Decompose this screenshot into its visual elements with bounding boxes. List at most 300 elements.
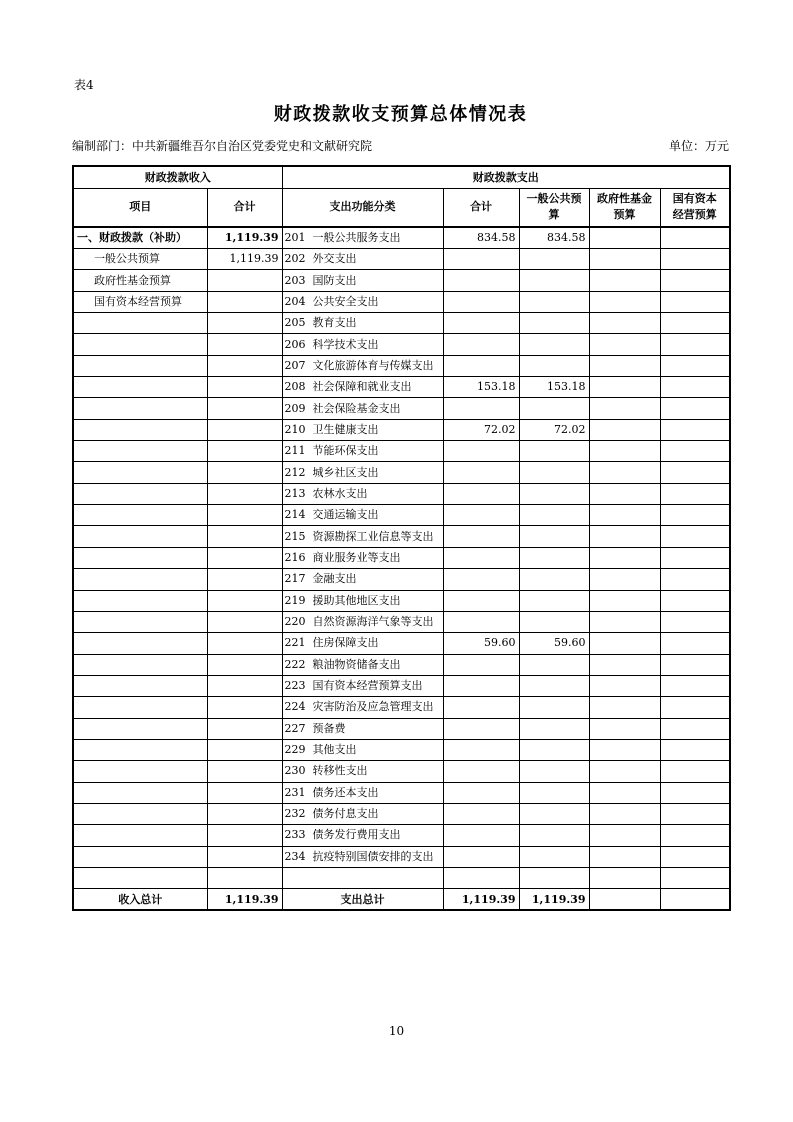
expense-code: 230 [284,764,306,778]
gov-fund-budget-cell [589,867,660,888]
expense-item-cell [282,867,443,888]
state-capital-budget-cell [660,505,730,526]
gov-fund-budget-cell [589,355,660,376]
expense-name: 抗疫特别国债安排的支出 [312,849,434,863]
income-total-cell [207,569,282,590]
expense-code: 229 [284,743,306,757]
budget-table-footer [73,889,730,910]
expense-item-cell [282,803,443,824]
expense-name: 一般公共服务支出 [312,231,401,244]
general-budget-cell [519,739,589,760]
expense-total-label: 支出总计 [282,889,443,910]
budget-table-row [73,249,730,270]
gov-fund-grand-total [589,889,660,910]
expense-total-cell [443,739,519,760]
unit-label: 单位：万元 [668,139,729,153]
expense-code: 202 [284,252,306,266]
expense-item-cell [282,633,443,654]
header-group-row [73,166,730,188]
expense-name: 国防支出 [312,273,357,287]
income-item-cell [73,483,207,504]
state-capital-budget-cell [660,867,730,888]
income-total-cell [207,398,282,419]
expense-code: 233 [284,828,306,842]
expense-item-cell [282,846,443,867]
expense-total-cell [443,291,519,312]
col-header-gov-fund-budget: 政府性基金预算 [589,188,660,227]
page-title: 财政拨款收支预算总体情况表 [273,104,528,125]
general-budget-cell [519,803,589,824]
expense-code: 222 [284,657,306,671]
expense-item-cell [282,547,443,568]
budget-table-row [73,825,730,846]
gov-fund-budget-cell [589,697,660,718]
income-item-cell [73,697,207,718]
expense-item-cell [282,227,443,249]
expense-item-cell [282,505,443,526]
expense-total-cell [443,761,519,782]
expense-code: 212 [284,465,306,479]
expense-name: 转移性支出 [312,764,368,778]
general-budget-cell [519,867,589,888]
gov-fund-budget-cell [589,505,660,526]
totals-row [73,889,730,910]
col-header-expense-total: 合计 [443,188,519,227]
expense-total-cell [443,526,519,547]
budget-table-row [73,270,730,291]
expense-code: 209 [284,401,306,415]
expense-name: 社会保险基金支出 [312,401,401,415]
general-budget-cell [519,334,589,355]
expense-total-cell: 153.18 [443,377,519,398]
budget-table-row [73,441,730,462]
col-header-general-budget: 一般公共预算 [519,188,589,227]
expense-code: 232 [284,807,306,821]
budget-table-row [73,419,730,440]
income-item-cell: 政府性基金预算 [73,270,207,291]
gov-fund-budget-cell [589,633,660,654]
expense-name: 债务付息支出 [312,807,379,821]
expense-name: 城乡社区支出 [312,465,379,479]
income-total-cell [207,718,282,739]
budget-table-row [73,505,730,526]
expense-total-cell [443,462,519,483]
income-item-cell: 一、财政拨款（补助） [73,227,207,249]
expense-name: 社会保障和就业支出 [312,380,412,394]
income-total-cell [207,526,282,547]
income-total-cell [207,611,282,632]
income-group-header: 财政拨款收入 [73,166,282,188]
prepared-by: 编制部门：中共新疆维吾尔自治区党委党史和文献研究院 [72,139,373,153]
income-total-cell [207,334,282,355]
expense-name: 国有资本经营预算支出 [312,679,423,693]
expense-total-cell [443,675,519,696]
budget-table-header [73,166,730,227]
expense-total-cell: 834.58 [443,227,519,249]
expense-name: 金融支出 [312,572,357,586]
expense-name: 资源勘探工业信息等支出 [312,529,434,543]
budget-table-row [73,462,730,483]
general-budget-cell [519,441,589,462]
expense-item-cell [282,419,443,440]
gov-fund-budget-cell [589,419,660,440]
expense-item-cell [282,526,443,547]
income-total-cell [207,547,282,568]
income-item-cell [73,654,207,675]
expense-code: 220 [284,615,306,629]
expense-total-cell [443,846,519,867]
income-total-cell [207,825,282,846]
budget-table [72,165,731,911]
state-capital-budget-cell [660,270,730,291]
expense-code: 204 [284,294,306,308]
income-total-cell [207,867,282,888]
expense-item-cell [282,483,443,504]
state-capital-budget-cell [660,697,730,718]
state-capital-budget-cell [660,803,730,824]
budget-table-row [73,483,730,504]
expense-item-cell [282,377,443,398]
expense-total-cell [443,270,519,291]
expense-item-cell [282,334,443,355]
income-total-cell [207,739,282,760]
income-item-cell: 一般公共预算 [73,249,207,270]
income-total-cell [207,462,282,483]
general-budget-cell: 153.18 [519,377,589,398]
expense-item-cell [282,590,443,611]
income-item-cell [73,526,207,547]
expense-name: 预备费 [312,721,346,735]
col-header-state-capital-budget: 国有资本经营预算 [660,188,730,227]
expense-code: 207 [284,358,306,372]
gov-fund-budget-cell [589,334,660,355]
expense-code: 219 [284,593,306,607]
income-item-cell [73,633,207,654]
expense-total-cell [443,825,519,846]
general-budget-cell [519,761,589,782]
gov-fund-budget-cell [589,569,660,590]
expense-item-cell [282,611,443,632]
state-capital-budget-cell [660,569,730,590]
expense-name: 节能环保支出 [312,444,379,458]
state-capital-budget-cell [660,483,730,504]
meta-row [72,137,729,154]
income-item-cell [73,462,207,483]
general-budget-cell: 72.02 [519,419,589,440]
expense-name: 债务还本支出 [312,785,379,799]
expense-code: 223 [284,679,306,693]
budget-table-row [73,718,730,739]
expense-name: 卫生健康支出 [312,422,379,436]
expense-grand-total: 1,119.39 [443,889,519,910]
expense-item-cell [282,569,443,590]
expense-item-cell [282,782,443,803]
expense-name: 灾害防治及应急管理支出 [312,700,434,714]
income-grand-total: 1,119.39 [207,889,282,910]
expense-total-cell [443,483,519,504]
gov-fund-budget-cell [589,590,660,611]
budget-table-row [73,526,730,547]
gov-fund-budget-cell [589,782,660,803]
income-item-cell [73,569,207,590]
state-capital-budget-cell [660,377,730,398]
expense-name: 粮油物资储备支出 [312,657,401,671]
general-budget-cell: 834.58 [519,227,589,249]
budget-table-row [73,654,730,675]
expense-name: 住房保障支出 [312,636,379,650]
expense-total-cell [443,441,519,462]
expense-name: 文化旅游体育与传媒支出 [312,358,434,372]
income-total-cell [207,633,282,654]
general-budget-cell [519,398,589,419]
expense-item-cell [282,398,443,419]
gov-fund-budget-cell [589,846,660,867]
budget-table-row [73,739,730,760]
expense-total-cell [443,313,519,334]
income-item-cell [73,675,207,696]
state-capital-budget-cell [660,654,730,675]
state-capital-budget-cell [660,526,730,547]
state-capital-budget-cell [660,675,730,696]
expense-total-cell [443,249,519,270]
expense-total-cell [443,590,519,611]
income-item-cell: 国有资本经营预算 [73,291,207,312]
budget-table-row [73,803,730,824]
income-total-cell [207,291,282,312]
general-budget-cell [519,313,589,334]
state-capital-grand-total [660,889,730,910]
general-budget-cell [519,697,589,718]
income-total-cell [207,505,282,526]
gov-fund-budget-cell [589,803,660,824]
state-capital-budget-cell [660,334,730,355]
general-budget-cell [519,483,589,504]
general-budget-cell [519,526,589,547]
header-columns-row [73,188,730,227]
gov-fund-budget-cell [589,441,660,462]
expense-total-cell [443,697,519,718]
gov-fund-budget-cell [589,249,660,270]
expense-total-cell [443,334,519,355]
expense-total-cell: 59.60 [443,633,519,654]
gov-fund-budget-cell [589,398,660,419]
expense-total-cell [443,611,519,632]
expense-total-cell [443,569,519,590]
col-header-income-total: 合计 [207,188,282,227]
budget-table-row [73,633,730,654]
general-budget-cell [519,654,589,675]
expense-code: 208 [284,380,306,394]
budget-table-row [73,547,730,568]
general-budget-cell [519,291,589,312]
expense-code: 217 [284,572,306,586]
expense-name: 自然资源海洋气象等支出 [312,615,434,629]
budget-table-row [73,867,730,888]
state-capital-budget-cell [660,313,730,334]
income-total-cell [207,313,282,334]
income-item-cell [73,846,207,867]
expense-item-cell [282,825,443,846]
state-capital-budget-cell [660,782,730,803]
income-total-cell [207,675,282,696]
expense-total-cell [443,547,519,568]
gov-fund-budget-cell [589,675,660,696]
general-budget-cell [519,505,589,526]
expense-name: 外交支出 [312,252,357,266]
general-budget-cell [519,249,589,270]
expense-code: 211 [284,444,306,458]
income-item-cell [73,419,207,440]
income-total-cell [207,483,282,504]
gov-fund-budget-cell [589,377,660,398]
budget-table-row [73,355,730,376]
expense-code: 214 [284,508,306,522]
budget-table-body [73,227,730,889]
expense-total-cell [443,398,519,419]
state-capital-budget-cell [660,633,730,654]
expense-code: 205 [284,316,306,330]
expense-item-cell [282,291,443,312]
expense-name: 援助其他地区支出 [312,593,401,607]
expense-total-cell [443,867,519,888]
gov-fund-budget-cell [589,291,660,312]
income-total-cell [207,761,282,782]
budget-table-row [73,611,730,632]
expense-name: 农林水支出 [312,486,368,500]
state-capital-budget-cell [660,419,730,440]
budget-table-row [73,377,730,398]
expense-code: 216 [284,550,306,564]
budget-table-row [73,590,730,611]
budget-table-row [73,846,730,867]
expense-code: 231 [284,785,306,799]
budget-table-row [73,291,730,312]
income-total-cell [207,782,282,803]
gov-fund-budget-cell [589,462,660,483]
state-capital-budget-cell [660,761,730,782]
income-total-cell [207,441,282,462]
income-total-cell [207,355,282,376]
general-budget-cell [519,782,589,803]
expense-total-cell [443,718,519,739]
expense-item-cell [282,462,443,483]
income-item-cell [73,761,207,782]
expense-item-cell [282,249,443,270]
expense-name: 商业服务业等支出 [312,550,401,564]
col-header-function: 支出功能分类 [282,188,443,227]
expense-code: 227 [284,721,306,735]
expense-code: 210 [284,422,306,436]
expense-code: 206 [284,337,306,351]
general-budget-cell [519,270,589,291]
gov-fund-budget-cell [589,825,660,846]
income-item-cell [73,441,207,462]
budget-table-row [73,782,730,803]
expense-code: 234 [284,849,306,863]
income-item-cell [73,739,207,760]
expense-group-header: 财政拨款支出 [282,166,730,188]
gov-fund-budget-cell [589,270,660,291]
income-item-cell [73,867,207,888]
expense-item-cell [282,313,443,334]
income-item-cell [73,547,207,568]
state-capital-budget-cell [660,718,730,739]
state-capital-budget-cell [660,462,730,483]
expense-total-cell [443,505,519,526]
budget-table-row [73,569,730,590]
budget-table-row [73,334,730,355]
expense-item-cell [282,739,443,760]
income-item-cell [73,313,207,334]
expense-item-cell [282,441,443,462]
general-budget-cell [519,547,589,568]
general-budget-cell [519,590,589,611]
expense-name: 公共安全支出 [312,294,379,308]
expense-total-cell [443,355,519,376]
income-item-cell [73,355,207,376]
income-item-cell [73,611,207,632]
income-item-cell [73,334,207,355]
gov-fund-budget-cell [589,526,660,547]
general-budget-cell [519,675,589,696]
expense-name: 交通运输支出 [312,508,379,522]
gov-fund-budget-cell [589,547,660,568]
budget-table-row [73,398,730,419]
income-item-cell [73,782,207,803]
gov-fund-budget-cell [589,313,660,334]
col-header-item: 项目 [73,188,207,227]
expense-name: 债务发行费用支出 [312,828,401,842]
budget-table-row [73,761,730,782]
expense-total-cell: 72.02 [443,419,519,440]
gov-fund-budget-cell [589,718,660,739]
income-total-cell [207,377,282,398]
general-budget-cell [519,355,589,376]
state-capital-budget-cell [660,441,730,462]
page-number: 10 [388,1024,405,1038]
income-total-cell [207,846,282,867]
state-capital-budget-cell [660,227,730,249]
expense-item-cell [282,675,443,696]
gov-fund-budget-cell [589,227,660,249]
income-total-label: 收入总计 [73,889,207,910]
income-total-cell [207,270,282,291]
income-item-cell [73,398,207,419]
income-total-cell: 1,119.39 [207,249,282,270]
gov-fund-budget-cell [589,611,660,632]
budget-table-row [73,227,730,249]
expense-item-cell [282,761,443,782]
expense-item-cell [282,697,443,718]
state-capital-budget-cell [660,825,730,846]
general-budget-cell: 59.60 [519,633,589,654]
gov-fund-budget-cell [589,483,660,504]
income-item-cell [73,803,207,824]
general-budget-cell [519,462,589,483]
expense-item-cell [282,654,443,675]
income-total-cell [207,803,282,824]
state-capital-budget-cell [660,739,730,760]
expense-item-cell [282,355,443,376]
budget-table-row [73,675,730,696]
expense-code: 224 [284,700,306,714]
general-budget-cell [519,611,589,632]
general-budget-cell [519,825,589,846]
expense-total-cell [443,654,519,675]
state-capital-budget-cell [660,249,730,270]
income-item-cell [73,590,207,611]
state-capital-budget-cell [660,291,730,312]
